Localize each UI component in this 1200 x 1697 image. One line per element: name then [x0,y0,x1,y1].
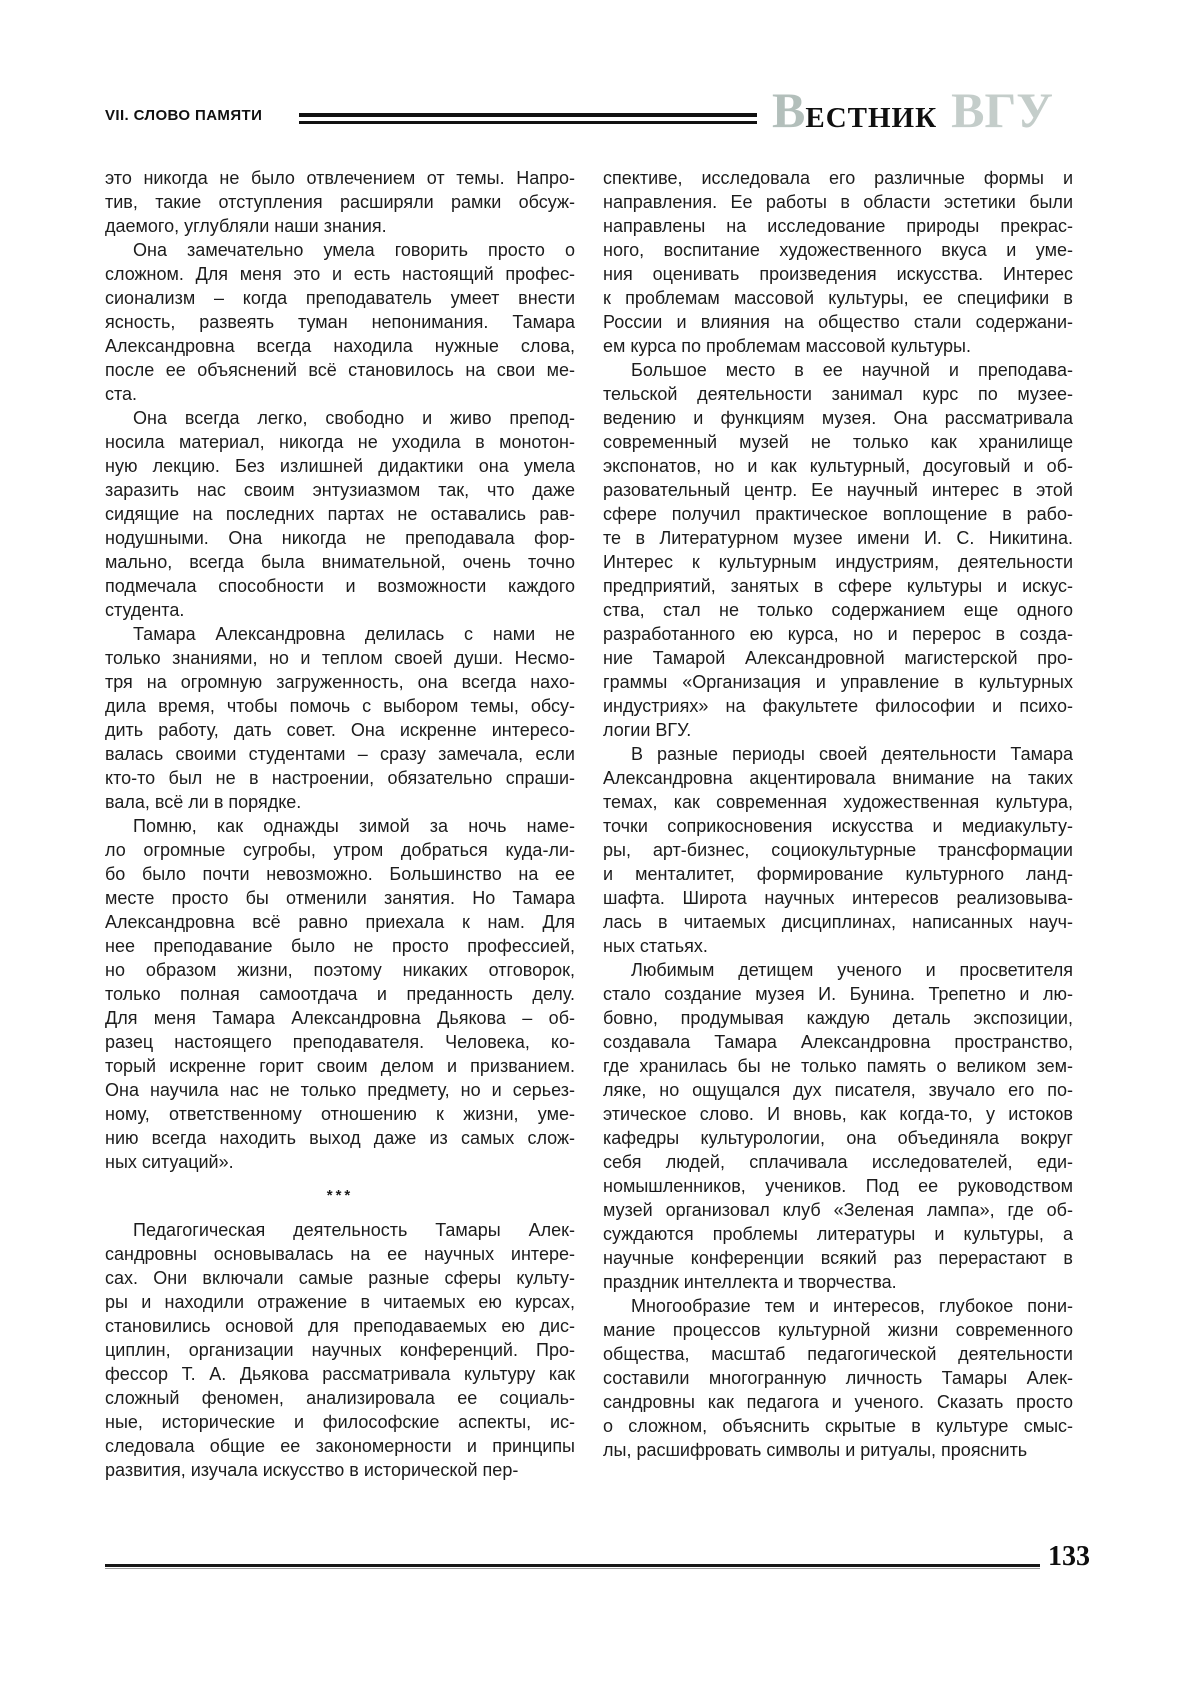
text-line: сионализм – когда преподаватель умеет внести [105,288,575,308]
text-line: подмечала способности и возможности каждого [105,576,575,596]
text-line: сидящие на последних партах не оставались рав- [105,504,575,524]
text-line: себя людей, сплачивала исследователей, еди- [603,1152,1073,1172]
text-line: но образом жизни, поэтому никаких отговорок, [105,960,575,980]
paragraph [603,166,1073,358]
text-line: лась в читаемых дисциплинах, написанных науч- [603,912,1073,932]
text-line: Многообразие тем и интересов, глубокое пони- [631,1296,1073,1316]
text-line: ных ситуаций». [105,1152,234,1172]
text-line: месте просто бы отменили занятия. Но Тамара [105,888,575,908]
text-line: Она замечательно умела говорить просто о [133,240,575,260]
text-line: сандровны основывалась на ее научных интере- [105,1244,575,1264]
text-line: кафедры культурологии, она объединяла вокруг [603,1128,1073,1148]
text-line: ры, арт-бизнес, социокультурные трансформации [603,840,1073,860]
text-line: сандровны как педагога и ученого. Сказать просто [603,1392,1073,1412]
text-line: Помню, как однажды зимой за ночь наме- [133,816,575,836]
text-line: циплин, организации научных конференций. Про- [105,1340,575,1360]
text-line: разработанного ею курса, но и перерос в созда- [603,624,1073,644]
text-line: только полная самоотдача и преданность делу. [105,984,575,1004]
text-line: праздник интеллекта и творчества. [603,1272,897,1292]
journal-logo [772,84,1092,140]
text-line: Для меня Тамара Александровна Дьякова – об- [105,1008,575,1028]
paragraph [603,358,1073,742]
text-line: ства, стал не только содержанием еще одного [603,600,1073,620]
text-line: сфере получил практическое воплощение в рабо- [603,504,1073,524]
section-heading: VII. СЛОВО ПАМЯТИ [105,107,263,124]
text-line: тив, такие отступления расширяли рамки обсуж- [105,192,575,212]
text-line: ние Тамарой Александровной магистерской про- [603,648,1073,668]
text-line: ных статьях. [603,936,708,956]
text-line: логии ВГУ. [603,720,692,740]
text-line: ного, воспитание художественного вкуса и уме- [603,240,1073,260]
text-line: только знаниями, но и теплом своей души. Несмо- [105,648,575,668]
text-line: сах. Они включали самые разные сферы культу- [105,1268,575,1288]
text-line: стало создание музея И. Бунина. Трепетно и лю- [603,984,1073,1004]
text-line: предприятий, занятых в сфере культуры и искус- [603,576,1073,596]
footer-rule [105,1564,1040,1569]
text-line: фессор Т. А. Дьякова рассматривала культуру как [105,1364,575,1384]
text-line: ные, исторические и философские аспекты, ис- [105,1412,575,1432]
text-line: Александровна всегда находила нужные слова, [105,336,575,356]
paragraph [603,958,1073,1294]
text-line: Она научила нас не только предмету, но и серьез- [105,1080,575,1100]
text-line: нее преподавание было не просто профессией, [105,936,575,956]
paragraph [603,1294,1073,1462]
paragraph [105,406,575,622]
paragraph [105,814,575,1174]
text-line: современный музей не только как хранилище [603,432,1073,452]
logo-name-rest: ЕСТНИК [805,102,938,134]
text-line: граммы «Организация и управление в культурных [603,672,1073,692]
text-line: и менталитет, формирование культурного ланд- [603,864,1073,884]
text-line: индустриях» на факультете философии и психо- [603,696,1073,716]
text-line: торый искренне горит своим делом и призванием. [105,1056,575,1076]
text-line: шафта. Широта научных интересов реализовыва- [603,888,1073,908]
text-line: тря на огромную загруженность, она всегда нахо- [105,672,575,692]
paragraph [105,166,575,238]
text-line: вала, всё ли в порядке. [105,792,302,812]
text-line: дила время, чтобы помочь с выбором темы, обсу- [105,696,575,716]
text-line: общества, масштаб педагогической деятельности [603,1344,1073,1364]
text-line: нодушными. Она никогда не преподавала фор- [105,528,575,548]
logo-initial-letter: В [772,82,806,138]
text-line: становились основой для преподаваемых ею дис- [105,1316,575,1336]
text-line: ста. [105,384,138,404]
text-line: разец настоящего преподавателя. Человека, ко- [105,1032,575,1052]
text-line: это никогда не было отвлечением от темы. Напро- [105,168,575,188]
text-line: тельской деятельности занимал курс по музее- [603,384,1073,404]
section-separator: *** [326,1187,354,1204]
text-line: развития, изучала искусство в исторической пер- [105,1460,519,1480]
text-line: ведению и функциям музея. Она рассматривала [603,408,1073,428]
text-line: направления. Ее работы в области эстетики были [603,192,1073,212]
text-line: точки соприкосновения искусства и медиакульту- [603,816,1073,836]
text-line: номышленников, учеников. Под ее руководством [603,1176,1073,1196]
text-line: Александровна всё равно приехала к нам. Для [105,912,575,932]
text-line: валась своими студентами – сразу замечала, если [105,744,575,764]
text-line: составили многогранную личность Тамары Алек- [603,1368,1073,1388]
text-line: даемого, углубляли наши знания. [105,216,387,236]
paragraph [105,238,575,406]
text-line: Педагогическая деятельность Тамары Алек- [133,1220,575,1240]
text-line: Интерес к культурным индустриям, деятельности [603,552,1073,572]
text-line: направлены на исследование природы прекрас- [603,216,1073,236]
text-line: заразить нас своим энтузиазмом так, что даже [105,480,575,500]
text-line: те в Литературном музее имени И. С. Никитина. [603,528,1073,548]
text-line: бо было почти невозможно. Большинство на ее [105,864,575,884]
text-line: России и влияния на общество стали содержани- [603,312,1073,332]
text-line: о сложном, объяснить скрытые в культуре смыс- [603,1416,1073,1436]
text-line: В разные периоды своей деятельности Тамара [631,744,1073,764]
text-line: дить работу, дать совет. Она искренне интересо- [105,720,575,740]
text-line: создавала Тамара Александровна пространство, [603,1032,1073,1052]
paragraph [105,622,575,814]
text-line: сложном. Для меня это и есть настоящий профес- [105,264,575,284]
text-line: ло огромные сугробы, утром добраться куда-ли- [105,840,575,860]
text-line: темах, как современная художественная культура, [603,792,1073,812]
text-line: Она всегда легко, свободно и живо препод- [133,408,575,428]
page-number: 133 [1048,1541,1090,1572]
text-line: бовно, продумывая каждую деталь экспозиции, [603,1008,1073,1028]
text-line: спективе, исследовала его различные формы и [603,168,1073,188]
text-line: мально, всегда была внимательной, очень точно [105,552,575,572]
text-line: к проблемам массовой культуры, ее специфики в [603,288,1073,308]
text-line: сложный феномен, анализировала ее социаль- [105,1388,575,1408]
paragraph [105,1218,575,1482]
text-line: нию всегда находить выход даже из самых слож- [105,1128,575,1148]
text-line: где хранилась бы не только память о великом зем- [603,1056,1073,1076]
text-line: ры и находили отражение в читаемых ею курсах, [105,1292,575,1312]
header-rule [299,113,757,124]
text-line: суждаются проблемы литературы и культуры, а [603,1224,1073,1244]
text-line: ную лекцию. Без излишней дидактики она умела [105,456,575,476]
text-line: мание процессов культурной жизни современного [603,1320,1073,1340]
text-line: Любимым детищем ученого и просветителя [631,960,1073,980]
text-line: научные конференции всякий раз перерастают в [603,1248,1073,1268]
paragraph [603,742,1073,958]
text-line: после ее объяснений всё становилось на свои ме- [105,360,575,380]
text-line: ния оценивать произведения искусства. Интерес [603,264,1073,284]
text-line: разовательный центр. Ее научный интерес в этой [603,480,1073,500]
column-left [105,166,575,1482]
text-line: этическое слово. И вновь, как когда-то, у истоков [603,1104,1073,1124]
text-line: ясность, развеять туман непонимания. Тамара [105,312,575,332]
text-line: Тамара Александровна делилась с нами не [133,624,575,644]
column-right [603,166,1073,1462]
text-line: ляке, но ощущался дух писателя, звучало его по- [603,1080,1073,1100]
logo-university-abbr: ВГУ [951,82,1053,138]
text-line: ем курса по проблемам массовой культуры. [603,336,971,356]
text-line: ному, ответственному отношению к жизни, уме- [105,1104,575,1124]
text-line: музей организовал клуб «Зеленая лампа», где об- [603,1200,1073,1220]
text-line: носила материал, никогда не уходила в монотон- [105,432,575,452]
text-line: Большое место в ее научной и преподава- [631,360,1073,380]
text-line: студента. [105,600,185,620]
text-line: кто-то был не в настроении, обязательно спраши- [105,768,575,788]
text-line: лы, расшифровать символы и ритуалы, прояснить [603,1440,1028,1460]
text-line: экспонатов, но и как культурный, досуговый и об- [603,456,1073,476]
text-line: Александровна акцентировала внимание на таких [603,768,1073,788]
text-line: следовала общие ее закономерности и принципы [105,1436,575,1456]
